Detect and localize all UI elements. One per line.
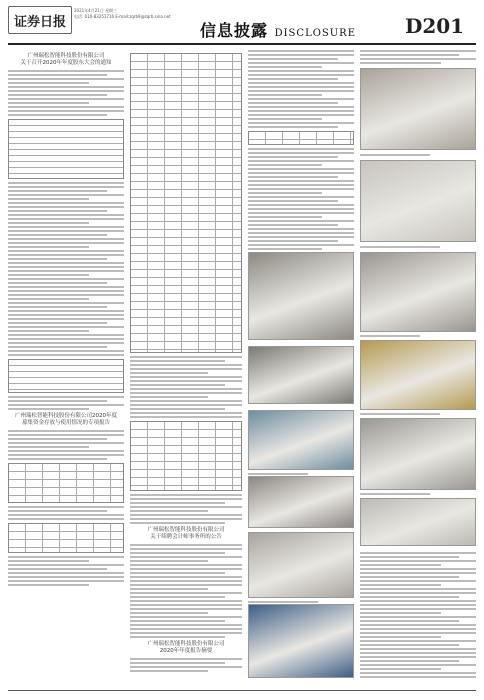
production-line-photo-1 bbox=[360, 68, 476, 150]
welding-line-photo-4 bbox=[360, 252, 476, 332]
photo-caption bbox=[360, 493, 430, 495]
article-title: 募集资金存放与使用情况的专项报告 bbox=[21, 420, 110, 426]
article-heading-1 bbox=[8, 53, 124, 67]
masthead-info bbox=[74, 8, 184, 20]
photo-caption bbox=[360, 246, 440, 248]
article-heading-2 bbox=[8, 413, 124, 427]
voting-table bbox=[8, 359, 124, 393]
article-company: 广州瑞松智能科技股份有限公司 bbox=[27, 53, 105, 59]
investment-table bbox=[130, 421, 242, 491]
robot-cell-photo-2 bbox=[360, 160, 476, 242]
photo-caption bbox=[248, 473, 308, 475]
masthead bbox=[0, 0, 484, 44]
photo-caption bbox=[248, 601, 318, 603]
article-company: 广州瑞松智能科技股份有限公司 bbox=[147, 527, 225, 533]
assembly-line-photo-6 bbox=[248, 346, 354, 404]
section-title-cn: 信息披露 bbox=[200, 21, 269, 40]
column-2 bbox=[130, 50, 242, 686]
robot-line-photo-10 bbox=[248, 476, 354, 528]
article-title: 关于召开2020年年度股东大会的通知 bbox=[20, 60, 112, 66]
column-4-lower bbox=[360, 552, 476, 682]
article-company: 广州瑞松智能科技股份有限公司2020年度 bbox=[15, 413, 117, 419]
fund-table bbox=[8, 463, 124, 503]
newspaper-logo: 证券日报 bbox=[8, 6, 72, 34]
section-title bbox=[200, 18, 356, 41]
factory-floor-photo-8 bbox=[360, 418, 476, 490]
proposal-table bbox=[8, 119, 124, 179]
article-heading-4 bbox=[130, 641, 242, 655]
robot-arm-photo-5 bbox=[360, 340, 476, 410]
account-table bbox=[8, 523, 124, 553]
column-1 bbox=[8, 50, 124, 686]
masthead-rule bbox=[8, 43, 476, 45]
photo-caption bbox=[360, 154, 430, 156]
auditor-table bbox=[248, 131, 354, 145]
welding-robots-photo-12 bbox=[248, 604, 354, 678]
equipment-photo-9 bbox=[360, 498, 476, 546]
contact-info: 电话: 010-83251716 E-mail:zqrb9@zqrb.sina.net bbox=[74, 14, 171, 19]
article-title: 关于续聘会计师事务所的公告 bbox=[150, 534, 222, 540]
column-4 bbox=[360, 50, 476, 66]
footer-rule bbox=[8, 690, 476, 691]
page-number: D201 bbox=[405, 14, 465, 38]
usage-table bbox=[130, 53, 242, 353]
photo-caption bbox=[360, 413, 440, 415]
article-title: 2020年年度报告摘要 bbox=[159, 648, 213, 654]
section-title-en: DISCLOSURE bbox=[274, 28, 357, 39]
robot-welding-photo-3 bbox=[248, 252, 354, 340]
issue-date: 2021年4月21日 星期三 bbox=[74, 8, 118, 13]
photo-caption bbox=[360, 335, 420, 337]
automation-cell-photo-7 bbox=[248, 410, 354, 470]
article-heading-3 bbox=[130, 527, 242, 541]
robot-arm-photo-11 bbox=[248, 532, 354, 598]
article-company: 广州瑞松智能科技股份有限公司 bbox=[147, 641, 225, 647]
